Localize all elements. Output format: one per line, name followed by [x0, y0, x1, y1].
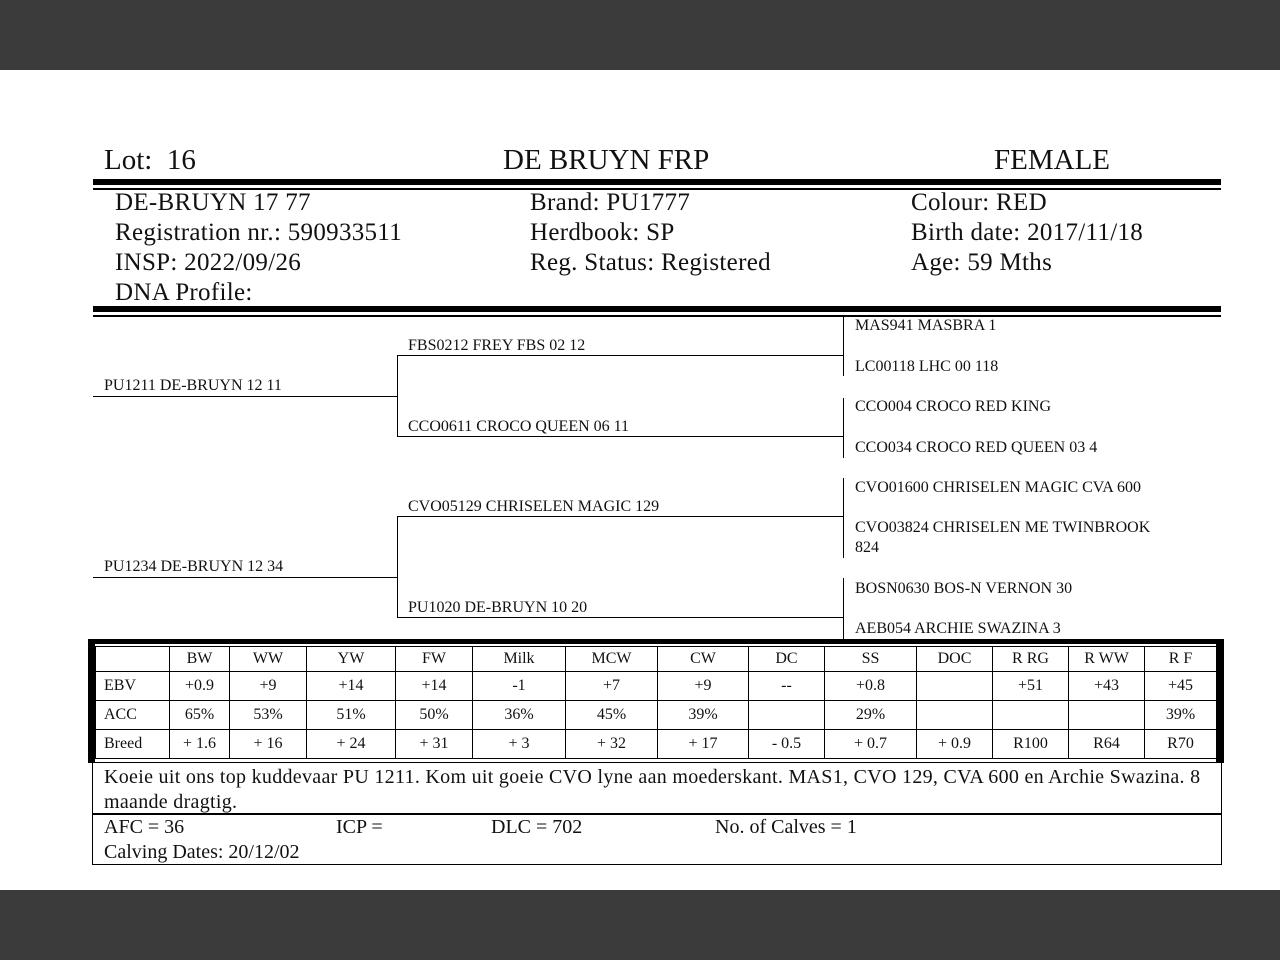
breed-row-label: Breed — [96, 730, 170, 759]
breed-cell: + 3 — [473, 730, 566, 759]
calving-dates: Calving Dates: 20/12/02 — [104, 841, 300, 863]
breed-cell: R70 — [1145, 730, 1217, 759]
ebv-cell: +9 — [230, 672, 307, 701]
info-divider-thin — [93, 315, 1221, 317]
pedigree-gg-6: CVO03824 CHRISELEN ME TWINBROOK — [855, 519, 1151, 536]
colour: Colour: RED — [911, 189, 1047, 216]
ebv-frame-right — [1216, 639, 1224, 763]
breed-cell: + 0.9 — [917, 730, 993, 759]
sex-label: FEMALE — [994, 144, 1110, 176]
comments-box — [92, 762, 1222, 815]
pedigree-sire: PU1211 DE-BRUYN 12 11 — [104, 377, 282, 394]
breed-cell: - 0.5 — [749, 730, 825, 759]
ebv-cell: +51 — [993, 672, 1069, 701]
gg-connector-1 — [843, 317, 844, 376]
breed-cell: + 1.6 — [170, 730, 230, 759]
acc-cell: 51% — [307, 701, 396, 730]
ebv-row-label: EBV — [96, 672, 170, 701]
ebv-header-cell: R WW — [1069, 647, 1145, 672]
birth-date: Birth date: 2017/11/18 — [911, 219, 1144, 246]
ebv-row — [96, 672, 1217, 701]
pedigree-gg-2: LC00118 LHC 00 118 — [855, 358, 999, 375]
breed-cell: + 0.7 — [825, 730, 917, 759]
acc-cell — [917, 701, 993, 730]
footer-box — [92, 813, 1222, 865]
ebv-header-cell — [96, 647, 170, 672]
acc-cell: 39% — [1145, 701, 1217, 730]
afc-value: AFC = 36 — [104, 816, 185, 838]
pedigree-gg-5: CVO01600 CHRISELEN MAGIC CVA 600 — [855, 479, 1141, 496]
ebv-cell — [917, 672, 993, 701]
reg-status: Reg. Status: Registered — [530, 249, 771, 276]
ebv-frame-left — [88, 639, 95, 763]
bottom-letterbox-bar — [0, 890, 1280, 960]
ebv-header-cell: MCW — [566, 647, 658, 672]
breed-cell: R64 — [1069, 730, 1145, 759]
ebv-cell: +14 — [396, 672, 473, 701]
ebv-cell: +45 — [1145, 672, 1217, 701]
gg-connector-3 — [843, 478, 844, 558]
acc-cell: 65% — [170, 701, 230, 730]
gg-connector-4 — [843, 578, 844, 640]
ebv-frame-top — [88, 639, 1224, 644]
pedigree-gg-8: AEB054 ARCHIE SWAZINA 3 — [855, 620, 1061, 637]
insp-date: INSP: 2022/09/26 — [115, 249, 302, 276]
lot-number: 16 — [166, 144, 196, 176]
ebv-header-cell: SS — [825, 647, 917, 672]
sire-sire-line — [397, 355, 844, 356]
pedigree-sire-dam: CCO0611 CROCO QUEEN 06 11 — [408, 418, 630, 435]
ebv-cell: -- — [749, 672, 825, 701]
ebv-header-cell: CW — [658, 647, 749, 672]
ebv-header-cell: DC — [749, 647, 825, 672]
ebv-header-cell: FW — [396, 647, 473, 672]
breed-cell: + 32 — [566, 730, 658, 759]
acc-cell: 45% — [566, 701, 658, 730]
icp-value: ICP = — [336, 816, 383, 838]
acc-cell — [749, 701, 825, 730]
pedigree-gg-3: CCO004 CROCO RED KING — [855, 398, 1052, 415]
ebv-header-cell: YW — [307, 647, 396, 672]
ebv-header-cell: R F — [1145, 647, 1217, 672]
acc-cell — [1069, 701, 1145, 730]
comments-text: Koeie uit ons top kuddevaar PU 1211. Kom uit goeie CVO lyne aan moederskant. MAS1, CVO 129, CVA 600 en Archie Swazina. 8 maande dragtig. — [104, 766, 1201, 813]
herdbook: Herdbook: SP — [530, 219, 675, 246]
ebv-header-cell: R RG — [993, 647, 1069, 672]
header-divider-thick — [93, 179, 1221, 185]
pedigree-gg-7: BOSN0630 BOS-N VERNON 30 — [855, 580, 1073, 597]
ebv-cell: +9 — [658, 672, 749, 701]
breed-cell: + 17 — [658, 730, 749, 759]
breed-cell: R100 — [993, 730, 1069, 759]
top-letterbox-bar — [0, 0, 1280, 70]
pedigree-sire-sire: FBS0212 FREY FBS 02 12 — [408, 337, 586, 354]
ebv-cell: +7 — [566, 672, 658, 701]
breed-cell: + 16 — [230, 730, 307, 759]
lot-label — [104, 144, 196, 177]
acc-row — [96, 701, 1217, 730]
sire-line — [93, 396, 398, 397]
pedigree-gg-6-cont: 824 — [855, 539, 879, 556]
sire-dam-line — [397, 436, 844, 437]
acc-cell: 50% — [396, 701, 473, 730]
dam-dam-line — [397, 617, 844, 618]
gg-connector-2 — [843, 398, 844, 458]
ebv-cell: +0.8 — [825, 672, 917, 701]
dam-line — [93, 577, 398, 578]
acc-cell: 53% — [230, 701, 307, 730]
brand: Brand: PU1777 — [530, 189, 691, 216]
calves-count: No. of Calves = 1 — [715, 816, 857, 838]
breed-cell: + 24 — [307, 730, 396, 759]
dam-branch-connector — [397, 517, 398, 618]
pedigree-dam-sire: CVO05129 CHRISELEN MAGIC 129 — [408, 498, 660, 515]
registration-number: Registration nr.: 590933511 — [115, 219, 403, 246]
dna-profile: DNA Profile: — [115, 279, 253, 306]
ebv-table — [95, 646, 1217, 759]
breed-row — [96, 730, 1217, 759]
pedigree-dam-dam: PU1020 DE-BRUYN 10 20 — [408, 599, 588, 616]
dlc-value: DLC = 702 — [491, 816, 583, 838]
pedigree-gg-1: MAS941 MASBRA 1 — [855, 317, 997, 334]
ebv-cell: -1 — [473, 672, 566, 701]
pedigree-gg-4: CCO034 CROCO RED QUEEN 03 4 — [855, 439, 1098, 456]
ebv-header-cell: BW — [170, 647, 230, 672]
ebv-header-cell: Milk — [473, 647, 566, 672]
sire-branch-connector — [397, 356, 398, 437]
dam-sire-line — [397, 516, 844, 517]
breed-cell: + 31 — [396, 730, 473, 759]
ebv-header-cell: WW — [230, 647, 307, 672]
lot-label-text: Lot: — [104, 144, 153, 176]
animal-name: DE-BRUYN 17 77 — [115, 189, 311, 216]
acc-cell — [993, 701, 1069, 730]
breeder-name: DE BRUYN FRP — [503, 144, 710, 176]
ebv-header-cell: DOC — [917, 647, 993, 672]
pedigree-dam: PU1234 DE-BRUYN 12 34 — [104, 558, 284, 575]
info-divider-thick — [93, 306, 1221, 312]
acc-cell: 39% — [658, 701, 749, 730]
acc-row-label: ACC — [96, 701, 170, 730]
ebv-cell: +43 — [1069, 672, 1145, 701]
ebv-header-row — [96, 647, 1217, 672]
acc-cell: 36% — [473, 701, 566, 730]
ebv-cell: +14 — [307, 672, 396, 701]
age: Age: 59 Mths — [911, 249, 1053, 276]
ebv-cell: +0.9 — [170, 672, 230, 701]
acc-cell: 29% — [825, 701, 917, 730]
